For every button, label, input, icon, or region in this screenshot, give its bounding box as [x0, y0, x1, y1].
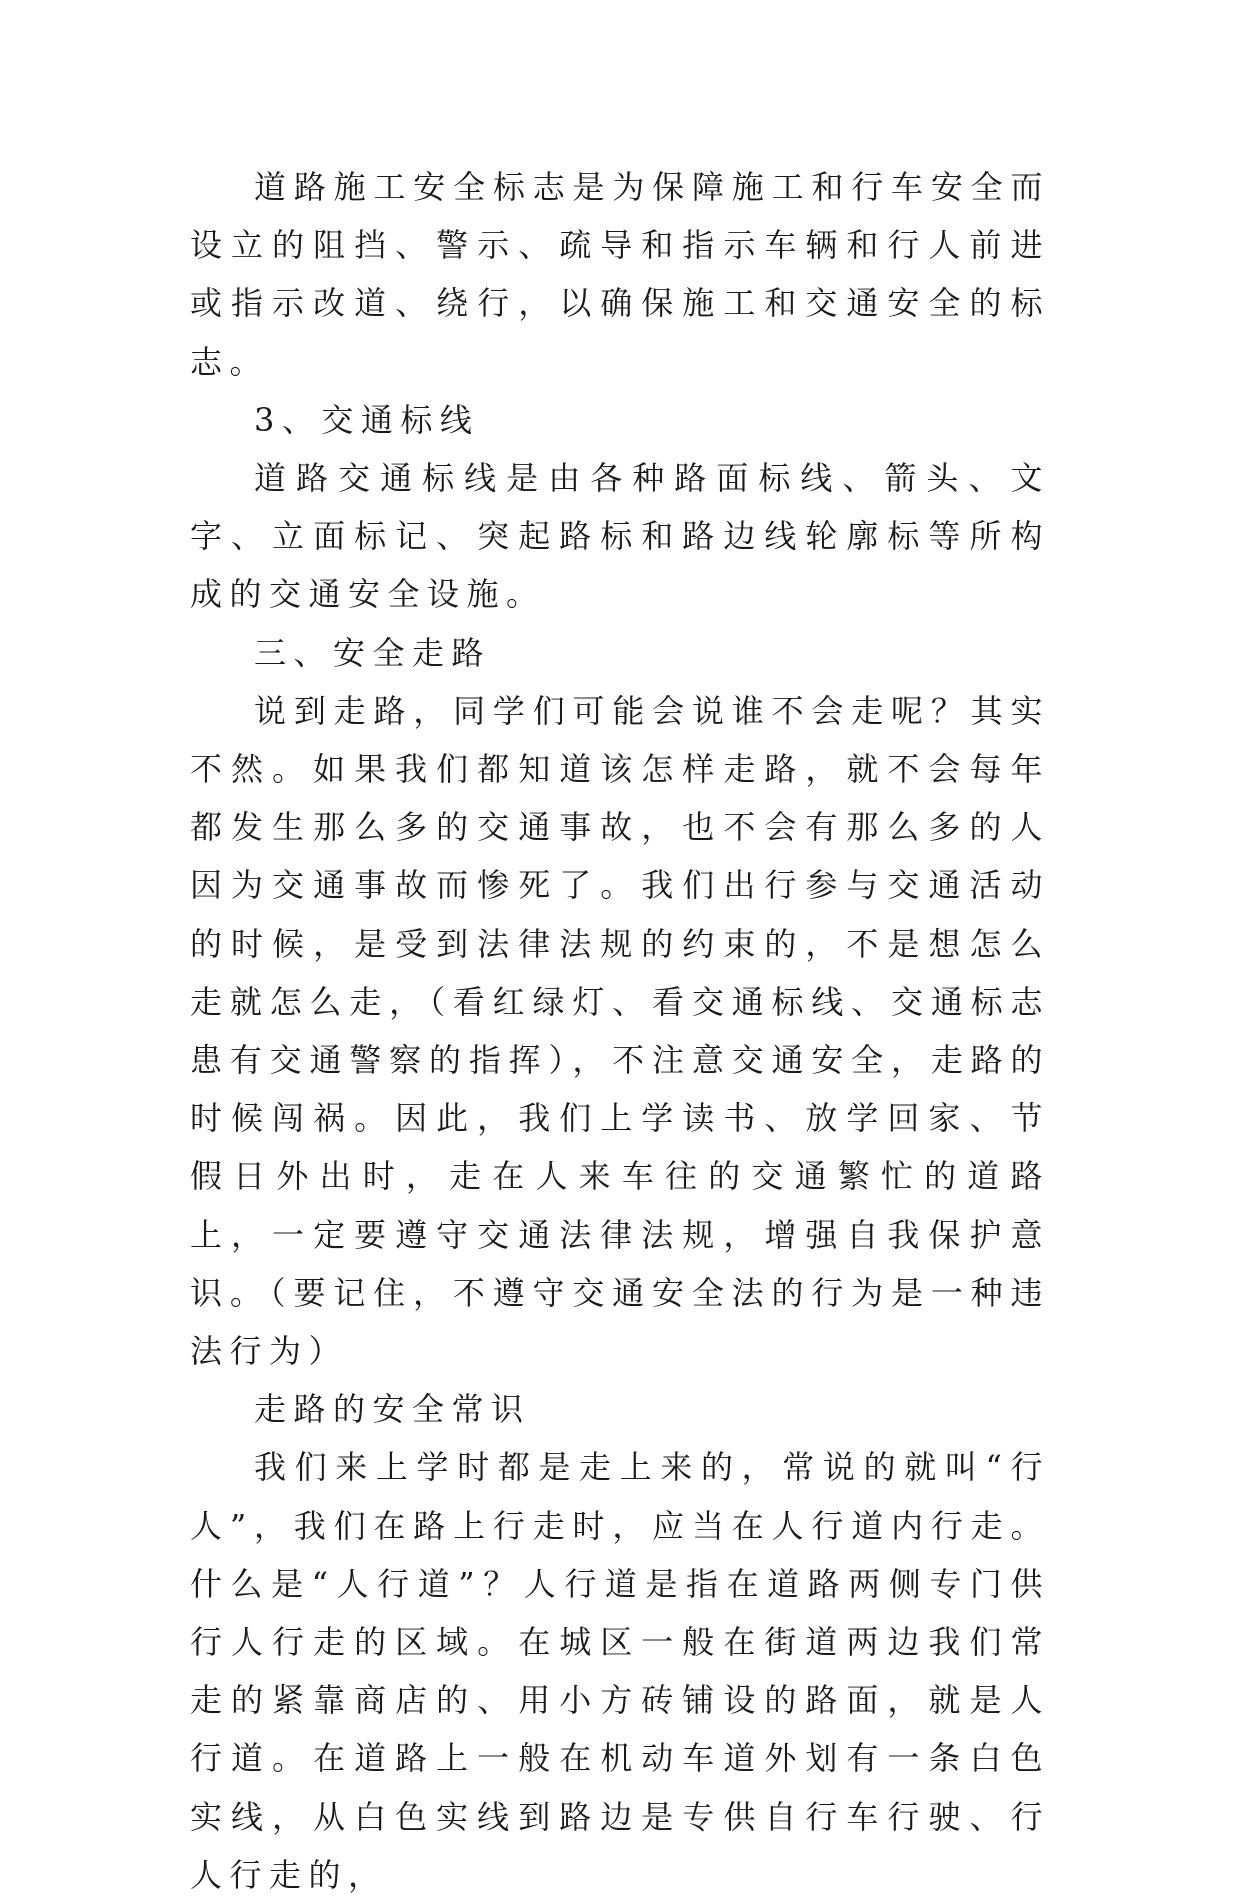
- paragraph-traffic-markings: 道路交通标线是由各种路面标线、箭头、文字、立面标记、突起路标和路边线轮廓标等所构成的交通安全设施。: [190, 459, 1050, 614]
- paragraph-safe-walking: 说到走路，同学们可能会说谁不会走呢？其实不然。如果我们都知道该怎样走路，就不会每年都发生那么多的交通事故，也不会有那么多的人因为交通事故而惨死了。我们出行参与交通活动的时候，是受到法律法规的约束的，不是想怎么走就怎么走，（看红绿灯、看交通标线、交通标志患有交通警察的指挥），不注意交通安全，走路的时候闯祸。因此，我们上学读书、放学回家、节假日外出时，走在人来车往的交通繁忙的道路上，一定要遵守交通法律法规，增强自我保护意识。（要记住，不遵守交通安全法的行为是一种违法行为）: [190, 691, 1050, 1371]
- document-page: [190, 158, 1050, 1904]
- section-heading-traffic-markings: 3、交通标线: [254, 400, 480, 439]
- section-heading-safe-walking: 三、安全走路: [254, 633, 492, 672]
- section-heading-walking-safety-knowledge: 走路的安全常识: [254, 1390, 531, 1429]
- paragraph-construction-signs: 道路施工安全标志是为保障施工和行车安全而设立的阻挡、警示、疏导和指示车辆和行人前进或指示改道、绕行，以确保施工和交通安全的标志。: [190, 168, 1050, 381]
- paragraph-pedestrian-sidewalk: 我们来上学时都是走上来的，常说的就叫“行人”，我们在路上行走时，应当在人行道内行走。什么是“人行道”？人行道是指在道路两侧专门供行人行走的区域。在城区一般在街道两边我们常走的紧靠商店的、用小方砖铺设的路面，就是人行道。在道路上一般在机动车道外划有一条白色实线，从白色实线到路边是专供自行车行驶、行人行走的，: [190, 1448, 1050, 1894]
